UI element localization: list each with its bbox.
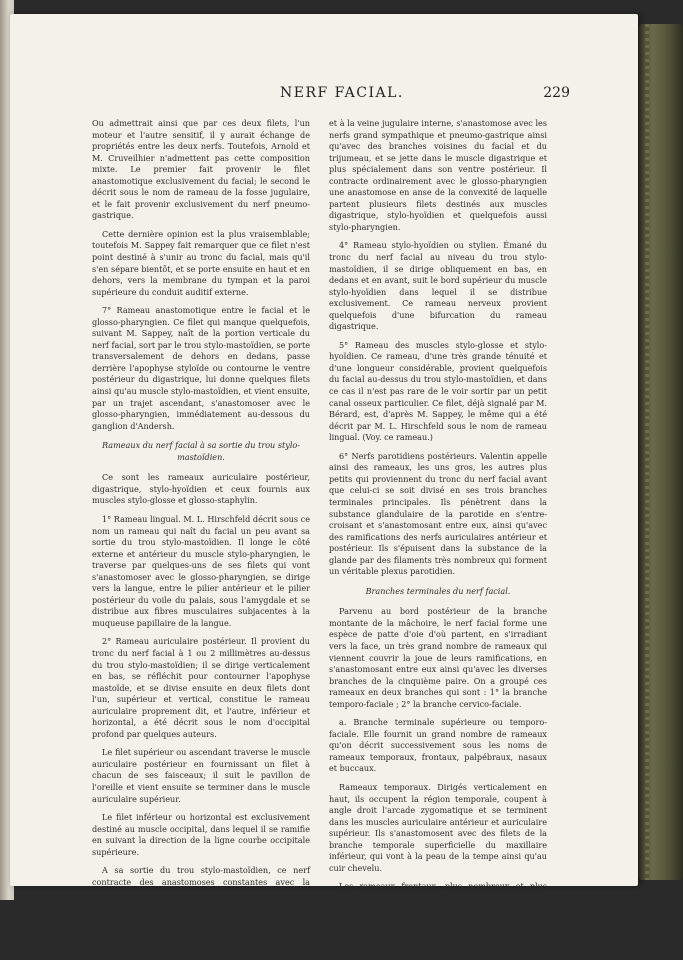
running-title: NERF FACIAL. <box>280 85 404 101</box>
paragraph: Le filet supérieur ou ascendant traverse le muscle auriculaire postérieur en fournissant un filet à chacun de ses faisceaux; il suit le pavillon de l'oreille et vient ensuite se terminer dans le muscle auriculaire supérieur. <box>92 747 310 804</box>
page-header <box>90 85 570 107</box>
section-heading: Rameaux du nerf facial à sa sortie du trou stylo-mastoïdien. <box>101 440 301 462</box>
left-column <box>92 118 310 960</box>
section-heading: Branches terminales du nerf facial. <box>365 585 511 596</box>
paragraph: 6° Nerfs parotidiens postérieurs. Valentin appelle ainsi des rameaux, les uns gros, les autres plus petits qui proviennent du tronc du nerf facial avant que celui-ci se soit divisé en ses trois branches terminales principales. Ils pénètrent dans la substance glandulaire de la parotide en s'entre-croisant et s'anastomosant entre eux, ainsi qu'avec des ramifications des nerfs auriculaires antérieur et postérieur. Ils s'épuisent dans la substance de la glande par des filaments très nombreux qui forment un véritable plexus parotidien. <box>329 450 547 577</box>
paragraph: 4° Rameau stylo-hyoïdien ou stylien. Émané du tronc du nerf facial au niveau du trou stylo-mastoïdien, il se dirige obliquement en bas, en dedans et en avant, suit le bord supérieur du muscle stylo-hyoïdien dans lequel il se distribue exclusivement. Ce rameau nerveux provient quelquefois d'une bifurcation du rameau digastrique. <box>329 240 547 332</box>
paragraph: Les rameaux frontaux, plus nombreux et plus volumineux que les précédents, sont obliquement dirigés en haut et en <box>329 881 547 915</box>
paragraph: Parvenu au bord postérieur de la branche montante de la mâchoire, le nerf facial forme une espèce de patte d'oie d'où partent, en s'irradiant vers la face, un très grand nombre de rameaux qui viennent couvrir la joue de leurs ramifications, en s'anastomosant entre eux ainsi qu'avec les diverses branches de la cinquième paire. On a groupé ces rameaux en deux branches qui sont : 1° la branche temporo-faciale ; 2° la branche cervico-faciale. <box>329 606 547 709</box>
paragraph: a. Branche terminale supérieure ou temporo-faciale. Elle fournit un grand nombre de rameaux qu'on décrit successivement sous les noms de rameaux temporaux, frontaux, palpébraux, nasaux et buccaux. <box>329 717 547 774</box>
paragraph: Rameaux temporaux. Dirigés verticalement en haut, ils occupent la région temporale, coupent à angle droit l'arcade zygomatique et se terminent dans les muscles auriculaire antérieur et auriculaire supérieur. Ils s'anastomosent avec des filets de la branche temporale superficielle du maxillaire inférieur, qui vont à la peau de la tempe ainsi qu'au cuir chevelu. <box>329 781 547 873</box>
paragraph: Ou admettrait ainsi que par ces deux filets, l'un moteur et l'autre sensitif, il y aurait échange de propriétés entre les deux nerfs. Toutefois, Arnold et M. Cruveilhier n'admettent pas cette composition mixte. Le premier fait provenir le filet anastomotique exclusivement du facial; le second le décrit sous le nom de rameau de la fosse jugulaire, et le fait provenir exclusivement du nerf pneumo-gastrique. <box>92 118 310 221</box>
paragraph: Ce sont les rameaux auriculaire postérieur, digastrique, stylo-hyoïdien et ceux fournis aux muscles stylo-glosse et glosso-staphylin. <box>92 472 310 506</box>
book-page <box>10 14 638 952</box>
book-binding <box>639 24 683 880</box>
paragraph: 1° Rameau lingual. M. L. Hirschfeld décrit sous ce nom un rameau qui naît du facial un peu avant sa sortie du trou stylo-mastoïdien. Il longe le côté externe et antérieur du muscle stylo-pharyngien, le traverse par quelques-uns de ses filets qui vont s'anastomoser avec le glosso-pharyngien, se dirige vers la langue, entre le pilier antérieur et le pilier postérieur du voile du palais, sous l'amygdale et se distribue aux fibres musculaires subjacentes à la muqueuse papillaire de la langue. <box>92 513 310 628</box>
paragraph: Le filet inférieur ou horizontal est exclusivement destiné au muscle occipital, dans lequel il se ramifie en suivant la direction de la ligne courbe occipitale supérieure. <box>92 812 310 857</box>
paragraph: 2° Rameau auriculaire postérieur. Il provient du tronc du nerf facial à 1 ou 2 millimètres au-dessus du trou stylo-mastoïdien; il se dirige verticalement en bas, se réfléchit pour contourner l'apophyse mastoïde, et se divise ensuite en deux filets dont l'un, supérieur et vertical, constitue le rameau auriculaire proprement dit, et l'autre, inférieur et horizontal, a été décrit sous le nom d'occipital profond par quelques auteurs. <box>92 636 310 739</box>
right-column <box>329 118 547 923</box>
paragraph: A sa sortie du trou stylo-mastoïdien, ce nerf contracte des anastomoses constantes avec la branche auriculaire du plexus cervical superficiel. <box>92 865 310 899</box>
paragraph: 3° Rameau digastrique, encore appelé rameau mastoïdien postérieur. Il naît du facial à la même hauteur que le précédent; il donne, suivant Valentin, des branches à l'artère carotide <box>92 906 310 952</box>
paragraph: 7° Rameau anastomotique entre le facial et le glosso-pharyngien. Ce filet qui manque quelquefois, suivant M. Sappey, naît de la portion verticale du nerf facial, sort par le trou stylo-mastoïdien, se porte transversalement de dehors en dedans, passe derrière l'apophyse styloïde ou contourne le ventre postérieur du digastrique, lui donne quelques filets ainsi qu'au muscle stylo-mastoïdien, et vient ensuite, par un trajet ascendant, s'anastomoser avec le glosso-pharyngien, immédiatement au-dessous du ganglion d'Andersh. <box>92 305 310 431</box>
paragraph: Cette dernière opinion est la plus vraisemblable; toutefois M. Sappey fait remarquer que ce filet n'est point destiné à s'unir au tronc du facial, mais qu'il s'en sépare bientôt, et se porte ensuite en haut et en dehors, vers la membrane du tympan et la paroi supérieure du conduit auditif externe. <box>92 228 310 297</box>
page-number: 229 <box>543 85 570 101</box>
paragraph: et à la veine jugulaire interne, s'anastomose avec les nerfs grand sympathique et pneumo-gastrique ainsi qu'avec des branches voisines du facial et du trijumeau, et se jette dans le muscle digastrique et plus spécialement dans son ventre postérieur. Il contracte ordinairement avec le glosso-pharyngien une anastomose en anse de la convexité de laquelle partent plusieurs filets destinés aux muscles digastrique, stylo-hyoïdien et quelquefois aussi stylo-pharyngien. <box>329 118 547 232</box>
paragraph: 5° Rameau des muscles stylo-glosse et stylo-hyoïdien. Ce rameau, d'une très grande ténuité et d'une longueur considérable, provient quelquefois du facial au-dessus du trou stylo-mastoïdien, et dans ce cas il n'est pas rare de le voir sortir par un petit canal osseux particulier. Ce filet, déjà signalé par M. Bérard, est, d'après M. Sappey, le même qui a été décrit par M. L. Hirschfeld sous le nom de rameau lingual. (Voy. ce rameau.) <box>329 339 547 443</box>
